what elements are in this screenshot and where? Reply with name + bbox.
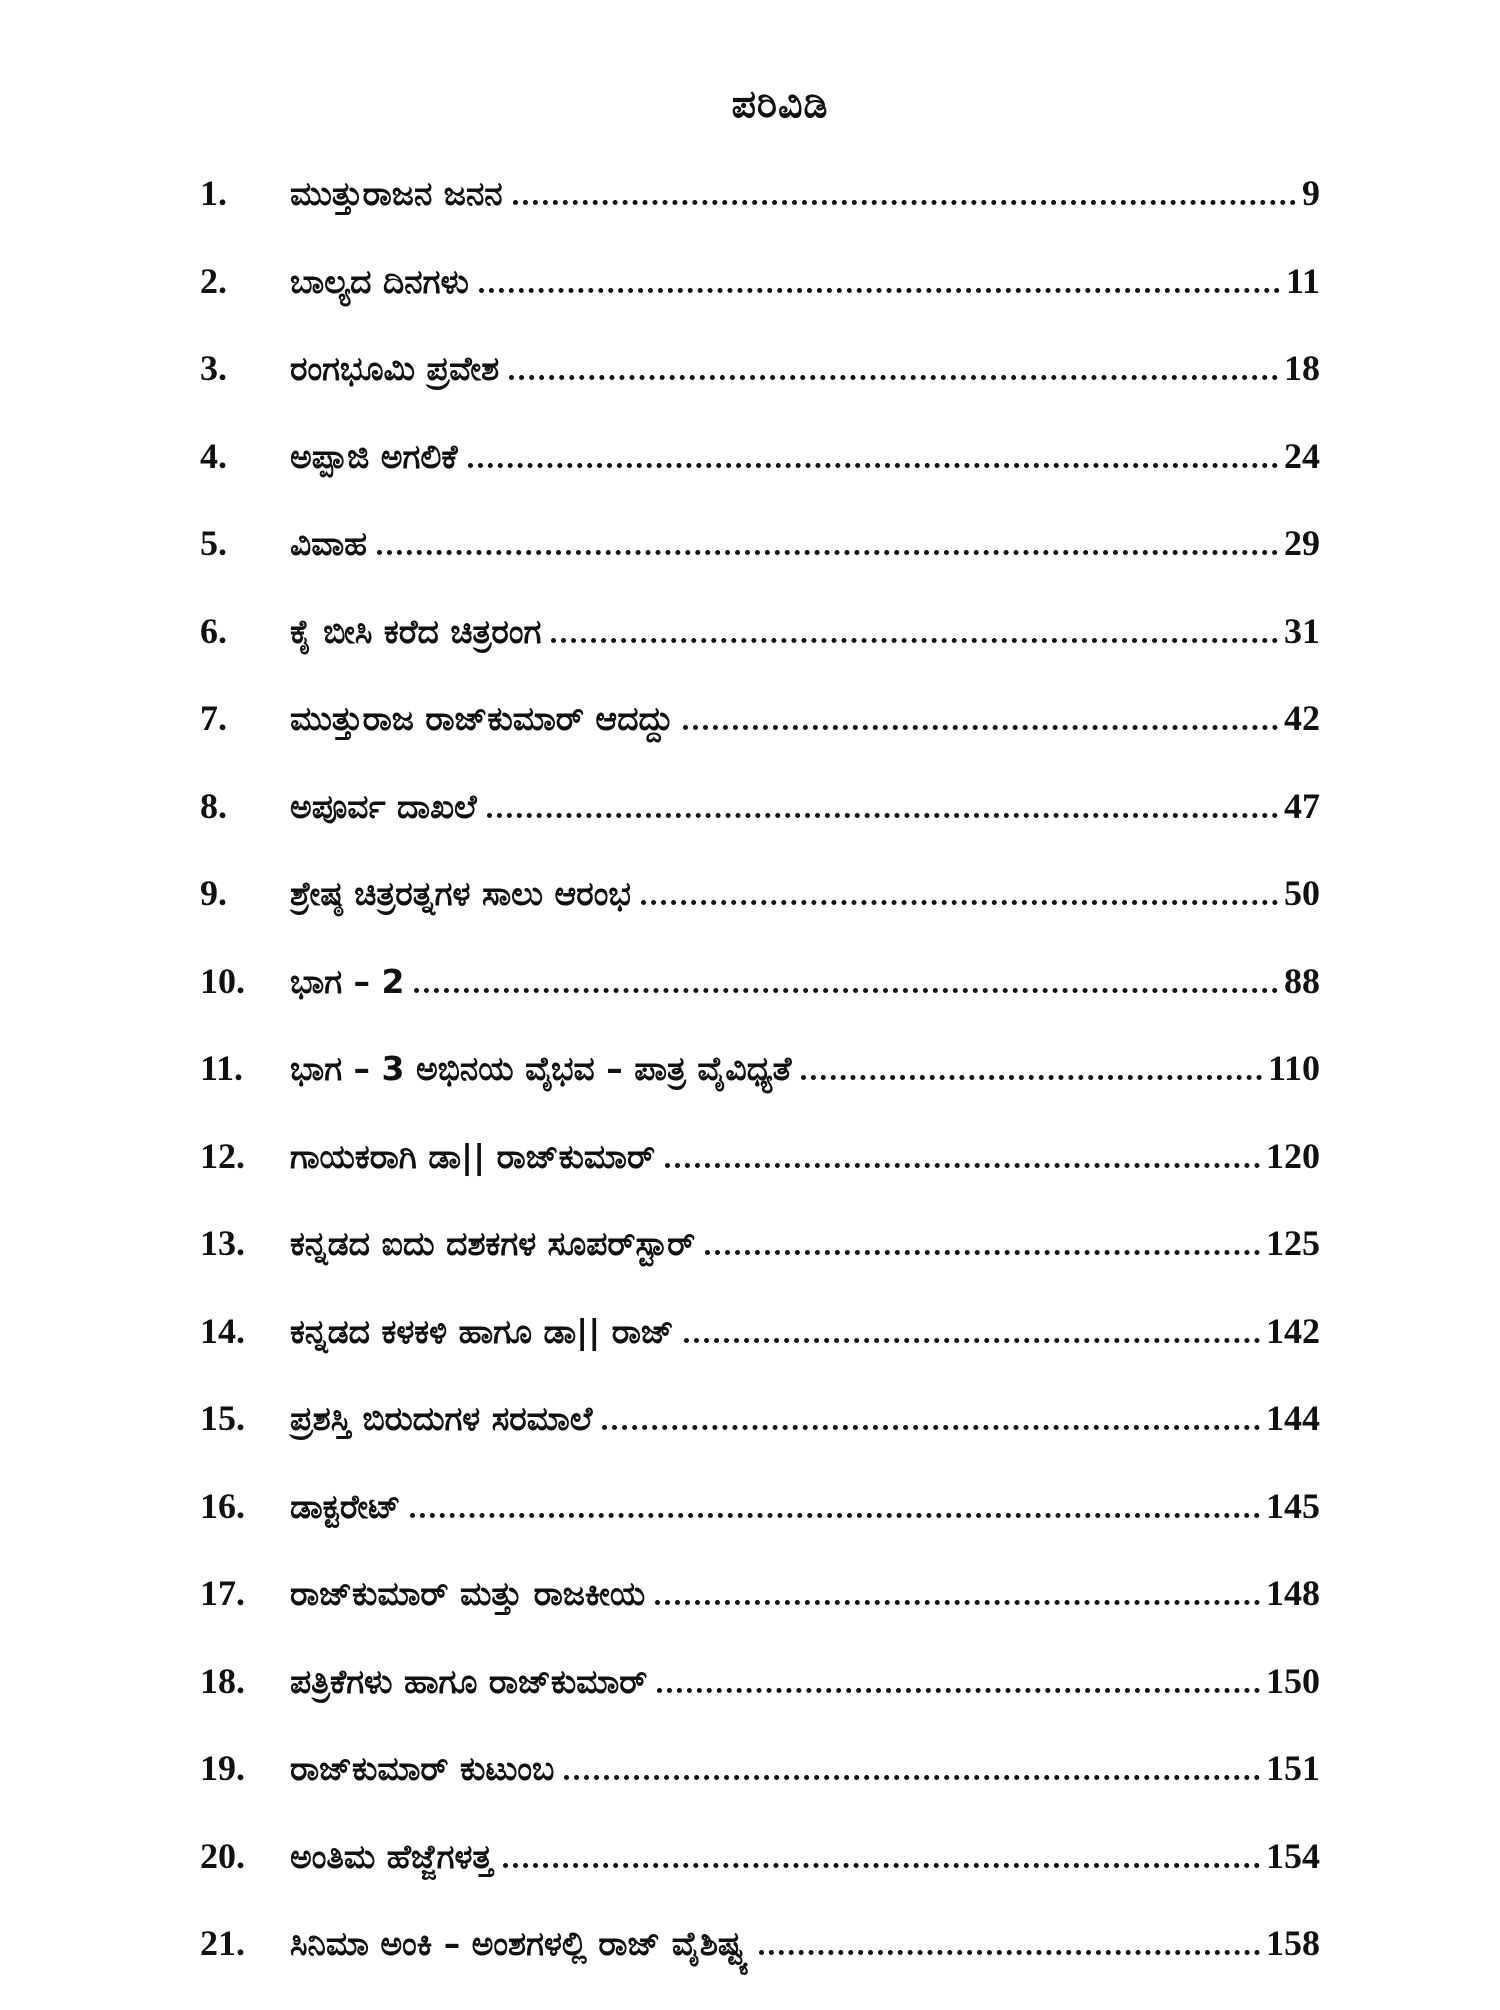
- entry-number: 6.: [200, 610, 227, 651]
- entry-page-number: 31: [1284, 610, 1320, 651]
- dot-leader: [377, 550, 1278, 555]
- entry-page-number: 18: [1284, 348, 1320, 388]
- toc-entry: [200, 960, 1320, 1048]
- entry-page-number: 125: [1266, 1223, 1320, 1263]
- entry-title: ಅಪೂರ್ವ ದಾಖಲೆ: [290, 786, 477, 826]
- dot-leader: [665, 1163, 1260, 1168]
- dot-leader: [468, 463, 1278, 468]
- dot-leader: [414, 988, 1278, 993]
- entry-number: 4.: [200, 435, 227, 476]
- toc-entry: [200, 1047, 1320, 1135]
- dot-leader: [513, 200, 1296, 205]
- entry-title: ಮುತ್ತುರಾಜ ರಾಜ್‌ಕುಮಾರ್ ಆದದ್ದು: [290, 699, 674, 738]
- toc-entry: [200, 1397, 1320, 1485]
- entry-page-number: 50: [1284, 873, 1320, 913]
- entry-number: 5.: [200, 523, 227, 563]
- dot-leader: [410, 1513, 1260, 1518]
- entry-page-number: 142: [1266, 1310, 1320, 1351]
- entry-page-number: 120: [1266, 1135, 1320, 1176]
- entry-title: ಡಾಕ್ಟರೇಟ್: [290, 1486, 401, 1526]
- entry-title: ಮುತ್ತುರಾಜನ ಜನನ: [290, 174, 503, 213]
- entry-title: ವಿವಾಹ: [290, 524, 367, 563]
- entry-page-number: 9: [1302, 173, 1320, 213]
- entry-title: ರಾಜ್‌ಕುಮಾರ್ ಮತ್ತು ರಾಜಕೀಯ: [290, 1574, 646, 1613]
- entry-page-number: 47: [1284, 785, 1320, 826]
- dot-leader: [683, 725, 1278, 730]
- entry-title: ರಾಜ್‌ಕುಮಾರ್ ಕುಟುಂಬ: [290, 1749, 555, 1788]
- entry-number: 2.: [200, 260, 227, 301]
- entry-title: ಪತ್ರಿಕೆಗಳು ಹಾಗೂ ರಾಜ್‌ಕುಮಾರ್: [290, 1661, 648, 1701]
- entry-page-number: 145: [1266, 1485, 1320, 1526]
- toc-entry: [200, 522, 1320, 610]
- entry-number: 8.: [200, 785, 227, 826]
- dot-leader: [479, 288, 1280, 293]
- entry-number: 3.: [200, 348, 227, 388]
- entry-title: ಭಾಗ – 2: [290, 961, 405, 1001]
- entry-number: 19.: [200, 1748, 245, 1788]
- toc-entry: [200, 1135, 1320, 1223]
- dot-leader: [657, 1688, 1260, 1693]
- entry-number: 15.: [200, 1398, 245, 1438]
- entry-page-number: 24: [1284, 435, 1320, 476]
- entry-title: ಅಂತಿಮ ಹೆಜ್ಜೆಗಳತ್ತ: [290, 1836, 493, 1876]
- toc-entry: [200, 347, 1320, 435]
- entry-page-number: 144: [1266, 1398, 1320, 1438]
- entry-page-number: 88: [1284, 960, 1320, 1001]
- entry-number: 10.: [200, 960, 245, 1001]
- dot-leader: [551, 638, 1278, 643]
- entry-number: 13.: [200, 1223, 245, 1263]
- entry-page-number: 148: [1266, 1573, 1320, 1613]
- dot-leader: [602, 1425, 1260, 1430]
- entry-number: 12.: [200, 1135, 245, 1176]
- entry-title: ಭಾಗ – 3 ಅಭಿನಯ ವೈಭವ – ಪಾತ್ರ ವೈವಿಧ್ಯತೆ: [290, 1049, 792, 1088]
- entry-number: 20.: [200, 1835, 245, 1876]
- dot-leader: [655, 1600, 1260, 1605]
- entry-number: 21.: [200, 1923, 245, 1963]
- entry-title: ಗಾಯಕರಾಗಿ ಡಾ|| ರಾಜ್‌ಕುಮಾರ್: [290, 1136, 656, 1176]
- entry-title: ಅಪ್ಪಾಜಿ ಅಗಲಿಕೆ: [290, 436, 458, 476]
- toc-entry: [200, 785, 1320, 873]
- entry-page-number: 29: [1284, 523, 1320, 563]
- entry-page-number: 110: [1267, 1048, 1320, 1088]
- entry-number: 17.: [200, 1573, 245, 1613]
- entry-number: 9.: [200, 873, 227, 913]
- toc-entry: [200, 872, 1320, 960]
- page-title: ಪರಿವಿಡಿ: [731, 82, 829, 126]
- entry-page-number: 151: [1266, 1748, 1320, 1788]
- toc-entry: [200, 1660, 1320, 1748]
- entry-title: ಶ್ರೇಷ್ಠ ಚಿತ್ರರತ್ನಗಳ ಸಾಲು ಆರಂಭ: [290, 874, 631, 913]
- toc-entry: [200, 1485, 1320, 1573]
- toc-entry: [200, 435, 1320, 523]
- entry-title: ಬಾಲ್ಯದ ದಿನಗಳು: [290, 261, 469, 301]
- toc-entry: [200, 1922, 1320, 2010]
- dot-leader: [641, 900, 1278, 905]
- dot-leader: [564, 1775, 1260, 1780]
- entry-title: ರಂಗಭೂಮಿ ಪ್ರವೇಶ: [290, 349, 500, 388]
- toc-entry: [200, 172, 1320, 260]
- entry-number: 11.: [200, 1048, 244, 1088]
- toc-entry: [200, 1222, 1320, 1310]
- dot-leader: [801, 1075, 1262, 1080]
- dot-leader: [509, 375, 1278, 380]
- entry-number: 18.: [200, 1660, 245, 1701]
- dot-leader: [684, 1338, 1260, 1343]
- entry-page-number: 42: [1284, 698, 1320, 738]
- entry-page-number: 150: [1266, 1660, 1320, 1701]
- entry-title: ಪ್ರಶಸ್ತಿ ಬಿರುದುಗಳ ಸರಮಾಲೆ: [290, 1399, 593, 1438]
- entry-number: 14.: [200, 1310, 245, 1351]
- toc-entry: [200, 697, 1320, 785]
- dot-leader: [759, 1950, 1260, 1955]
- entry-title: ಕನ್ನಡದ ಕಳಕಳಿ ಹಾಗೂ ಡಾ|| ರಾಜ್: [290, 1311, 674, 1351]
- dot-leader: [487, 813, 1278, 818]
- entry-title: ಸಿನಿಮಾ ಅಂಕಿ – ಅಂಶಗಳಲ್ಲಿ ರಾಜ್ ವೈಶಿಷ್ಟ್ಯ: [290, 1924, 749, 1963]
- dot-leader: [705, 1250, 1260, 1255]
- toc-entry: [200, 1572, 1320, 1660]
- toc-entry: [200, 1747, 1320, 1835]
- entry-page-number: 154: [1266, 1835, 1320, 1876]
- toc-entry: [200, 1835, 1320, 1923]
- entry-page-number: 11: [1285, 260, 1320, 301]
- entry-number: 16.: [200, 1485, 245, 1526]
- entry-title: ಕೈ ಬೀಸಿ ಕರೆದ ಚಿತ್ರರಂಗ: [290, 611, 542, 651]
- toc-entry: [200, 610, 1320, 698]
- entry-number: 1.: [200, 173, 227, 213]
- entry-page-number: 158: [1266, 1923, 1320, 1963]
- toc-entry: [200, 260, 1320, 348]
- dot-leader: [503, 1863, 1260, 1868]
- table-of-contents: [200, 172, 1320, 2010]
- entry-title: ಕನ್ನಡದ ಐದು ದಶಕಗಳ ಸೂಪರ್‌ಸ್ಟಾರ್: [290, 1224, 696, 1263]
- entry-number: 7.: [200, 698, 227, 738]
- toc-entry: [200, 1310, 1320, 1398]
